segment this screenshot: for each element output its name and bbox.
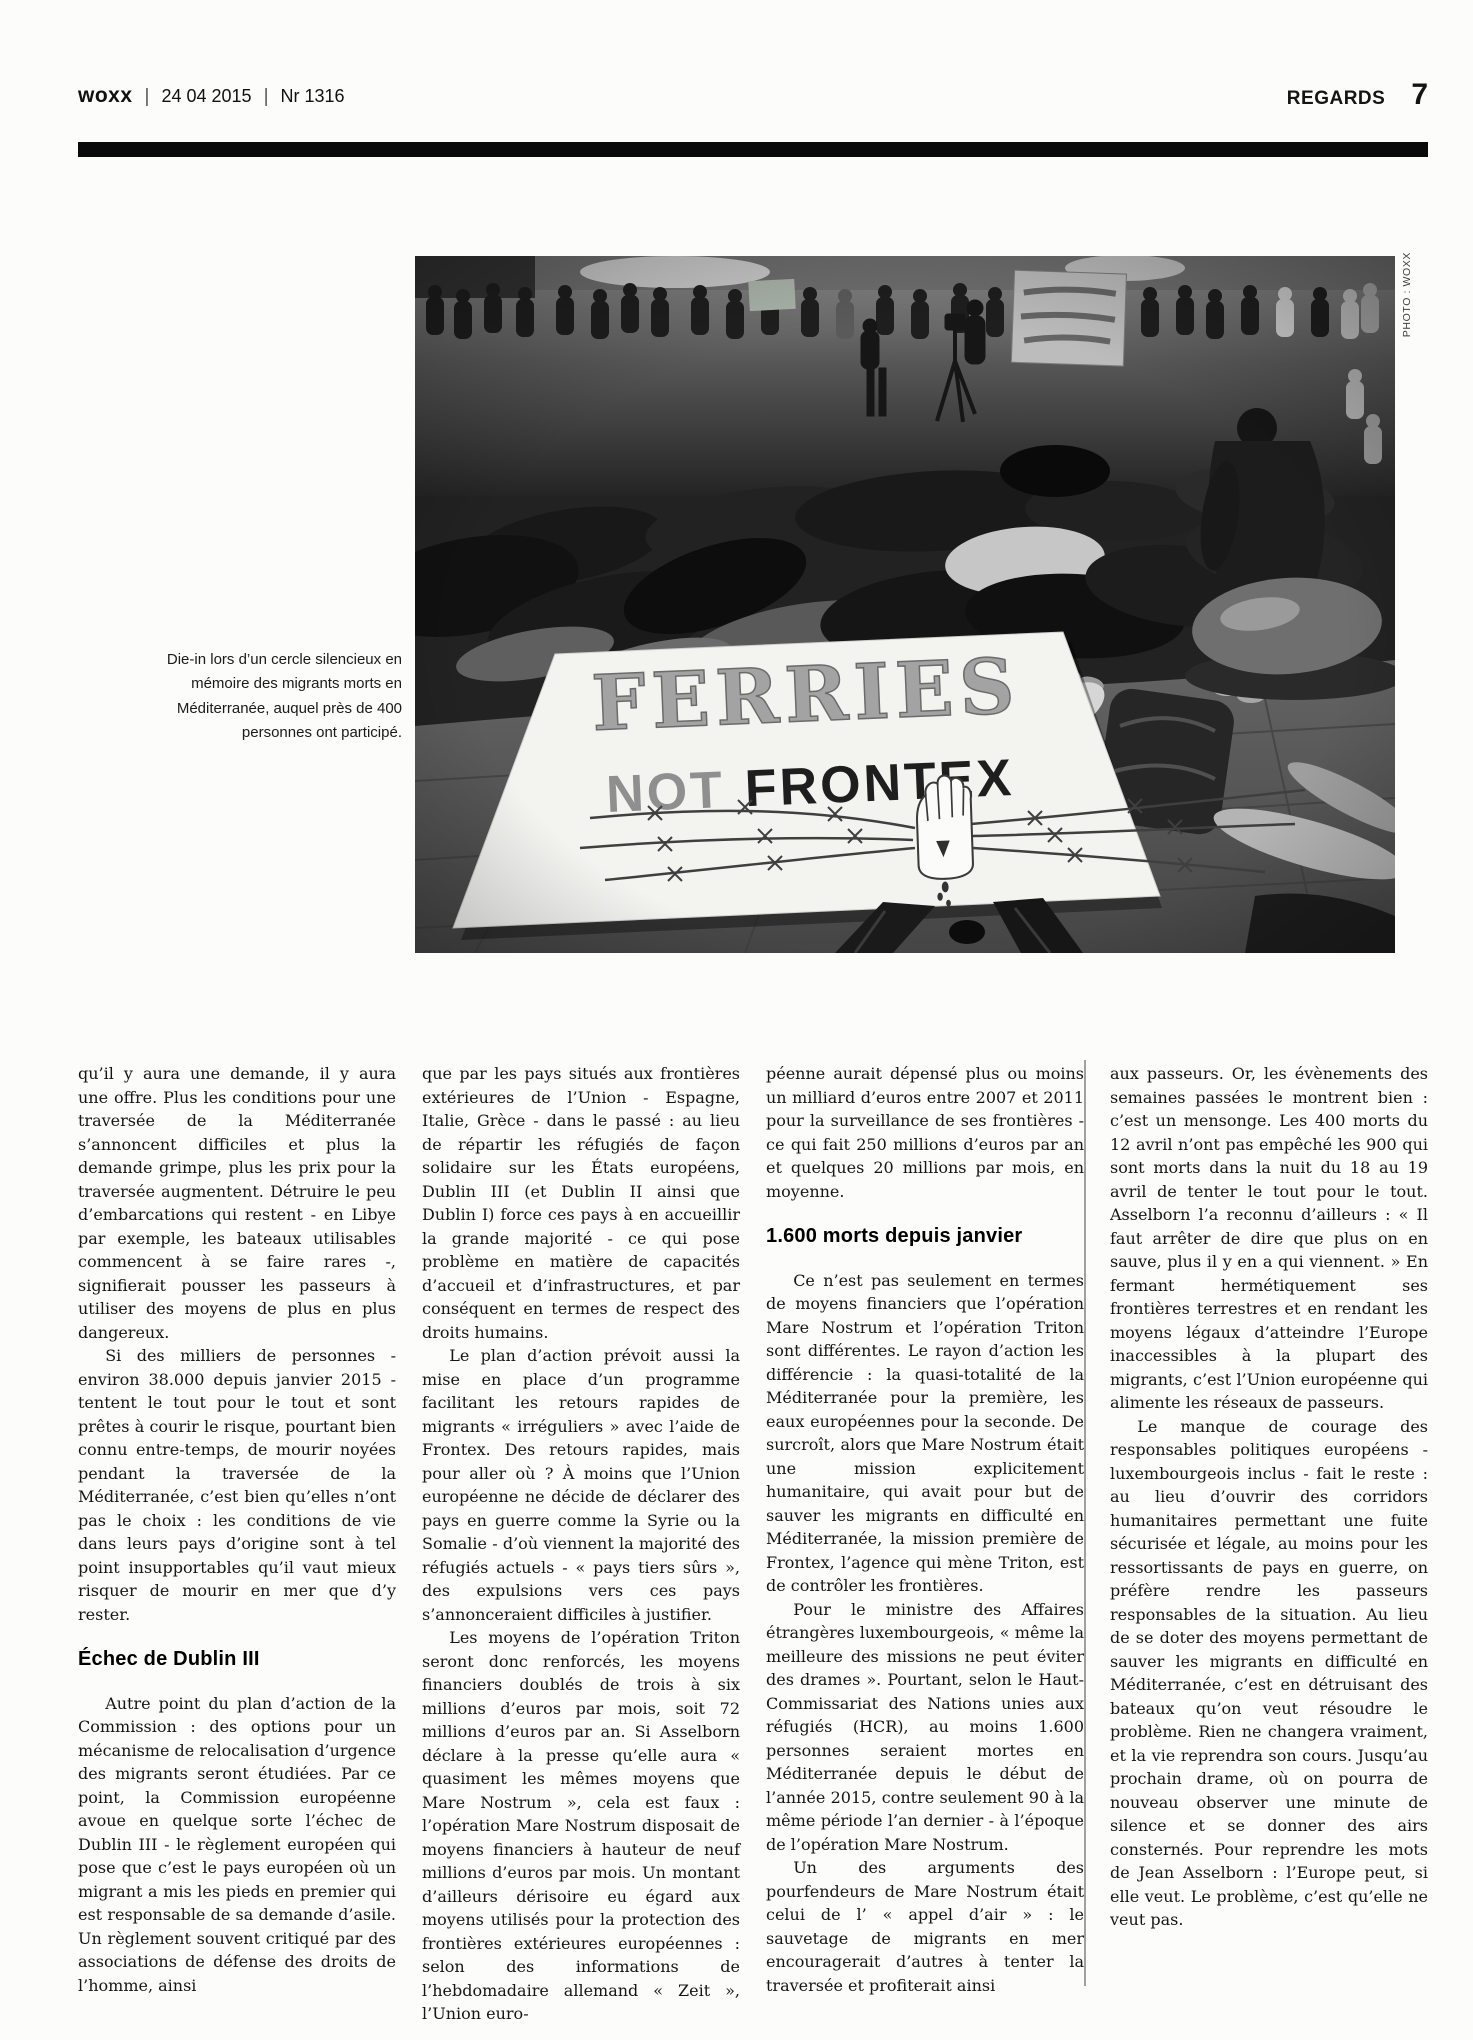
- paragraph: péenne aurait dépensé plus ou moins un milliard d’euros entre 2007 et 2011 pour la surveillance de ses frontières - ce qui fait 250 millions d’euros par an et quelques 20 millions par mois, en moyenne.: [766, 1064, 1084, 1201]
- paragraph: Pour le ministre des Affaires étrangères luxembourgeois, « même la meilleure des missions ne peut éviter des drames ». Pourtant, selon le Haut-Commissariat des Nations unies aux réfugiés (HCR), au moins 1.600 personnes seraient mortes en Méditerranée depuis le début de l’année 2015, contre seulement 90 à la même période l’an dernier - à l’époque de l’opération Mare Nostrum.: [766, 1599, 1084, 1854]
- photo-credit: PHOTO : WOXX: [1401, 252, 1413, 338]
- section-label: REGARDS: [1286, 88, 1386, 109]
- photo-caption: Die-in lors d’un cercle silencieux en mémoire des migrants morts en Méditerranée, auquel près de 400 personnes ont participé.: [166, 651, 402, 741]
- separator: |: [263, 86, 269, 107]
- page-number: 7: [1411, 78, 1428, 111]
- masthead-logo: woxx: [78, 84, 133, 107]
- paragraph: Un des arguments des pourfendeurs de Mare Nostrum était celui de l’ « appel d’air » : le sauvetage de migrants en mer encouragerait d’autres à tenter la traversée et profiterait ainsi: [766, 1858, 1084, 1995]
- issue-date: 24 04 2015: [161, 86, 252, 106]
- subheading-morts: 1.600 morts depuis janvier: [766, 1225, 1023, 1247]
- paragraph: que par les pays situés aux frontières extérieures de l’Union - Espagne, Italie, Grèce - dans le passé : au lieu de répartir les réfugiés de façon solidaire sur les États européens, Dublin III (et Dublin II ainsi que Dublin I) force ces pays à en accueillir la grande majorité - ce qui pose problème en matière de capacités d’accueil et d’infrastructures, et par conséquent en termes de respect des droits humains.: [422, 1064, 740, 1342]
- paragraph: qu’il y aura une demande, il y aura une offre. Plus les conditions pour une traversée de la Méditerranée s’annoncent difficiles et plus la demande grimpe, plus les prix pour la traversée augmentent. Détruire le peu d’embarcations qui restent - en Libye par exemple, les bateaux utilisables commencent à se faire rares -, signifierait pousser les passeurs à utiliser des moyens de plus en plus dangereux.: [78, 1064, 396, 1342]
- paragraph: Ce n’est pas seulement en termes de moyens financiers que l’opération Mare Nostrum et l’opération Triton sont différentes. Le rayon d’action les différencie : la quasi-totalité de la Méditerranée pour la première, les eaux européennes pour la seconde. De surcroît, alors que Mare Nostrum était une mission explicitement humanitaire, qui avait pour but de sauver les migrants en difficulté en Méditerranée, la mission première de Frontex, l’agence qui mène Triton, est de contrôler les frontières.: [766, 1270, 1084, 1595]
- article-column-4: [1110, 1062, 1428, 2026]
- article-body: [78, 1062, 1428, 2026]
- paragraph: Si des milliers de personnes - environ 38.000 depuis janvier 2015 - tentent le tout pour le tout et sont prêtes à courir le risque, pourtant bien connu entre-temps, de mourir noyées pendant la traversée de la Méditerranée, c’est bien qu’elles n’ont pas le choix : les conditions de vie dans leurs pays d’origine sont à tel point insupportables qu’il vaut mieux risquer de mourir en mer que d’y rester.: [78, 1346, 396, 1624]
- divider-bar: [78, 142, 1428, 157]
- paragraph: Le manque de courage des responsables politiques européens - luxembourgeois inclus - fait le reste : au lieu d’ouvrir des corridors humanitaires permettant une fuite sécurisée et légale, au moins pour les ressortissants de pays en guerre, on préfère rendre les passeurs responsables de la situation. Au lieu de se doter des moyens permettant de sauver les migrants en difficulté en Méditerranée, c’est en détruisant des bateaux qu’on veut résoudre le problème. Rien ne changera vraiment, et la vie reprendra son cours. Jusqu’au prochain drame, où on pourra de nouveau observer une minute de silence et se donner des airs consternés. Pour reprendre les mots de Jean Asselborn : l’Europe peut, si elle veut. Le problème, c’est qu’elle ne veut pas.: [1110, 1416, 1428, 1929]
- paragraph: Autre point du plan d’action de la Commission : des options pour un mécanisme de relocalisation d’urgence des migrants seront étudiées. Par ce point, la Commission européenne avoue en quelque sorte l’échec de Dublin III - le règlement européen qui pose que c’est le pays européen où un migrant a mis les pieds en premier qui est responsable de sa demande d’asile. Un règlement souvent critiqué par des associations de défense des droits de l’homme, ainsi: [78, 1693, 396, 1995]
- vignette: [415, 256, 1395, 953]
- paragraph: aux passeurs. Or, les évènements des semaines passées le montrent bien : c’est un mensonge. Les 400 morts du 12 avril n’ont pas empêché les 900 qui sont morts dans la nuit du 18 au 19 avril de tenter le tout pour le tout. Asselborn l’a reconnu d’ailleurs : « Il faut arrêter de dire que plus on en sauve, plus il y en a qui viennent. » En fermant hermétiquement ses frontières terrestres et en rendant les moyens légaux d’atteindre l’Europe inaccessibles à la plupart des migrants, c’est l’Union européenne qui alimente les réseaux de passeurs.: [1110, 1064, 1428, 1412]
- article-column-1: [78, 1062, 396, 2026]
- separator: |: [144, 86, 150, 107]
- paragraph: Les moyens de l’opération Triton seront donc renforcés, les moyens financiers doublés de trois à six millions d’euros par mois, soit 72 millions d’euros par an. Si Asselborn déclare à la presse qu’elle aura « quasiment les mêmes moyens que Mare Nostrum », cela est faux : l’opération Mare Nostrum disposait de moyens financiers à hauteur de neuf millions d’euros par mois. Un montant d’ailleurs dérisoire eu égard aux moyens utilisés pour la protection des frontières extérieures européennes : selon des informations de l’hebdomadaire allemand « Zeit », l’Union euro-: [422, 1628, 740, 2023]
- die-in-photo-illustration: [415, 256, 1395, 953]
- protest-photo: [415, 256, 1395, 953]
- section-row: [1287, 78, 1428, 112]
- article-column-2: [422, 1062, 740, 2026]
- subheading-dublin: Échec de Dublin III: [78, 1648, 260, 1670]
- article-column-3: [766, 1062, 1084, 2026]
- masthead-row: [78, 84, 345, 108]
- issue-number: Nr 1316: [280, 86, 345, 106]
- paragraph: Le plan d’action prévoit aussi la mise en place d’un programme facilitant les retours rapides de migrants « irréguliers » avec l’aide de Frontex. Des retours rapides, mais pour aller où ? À moins que l’Union européenne ne décide de déclarer des pays en guerre comme la Syrie ou la Somalie - d’où viennent la majorité des réfugiés actuels - « pays tiers sûrs », des expulsions vers ces pays s’annonceraient difficiles à justifier.: [422, 1346, 740, 1624]
